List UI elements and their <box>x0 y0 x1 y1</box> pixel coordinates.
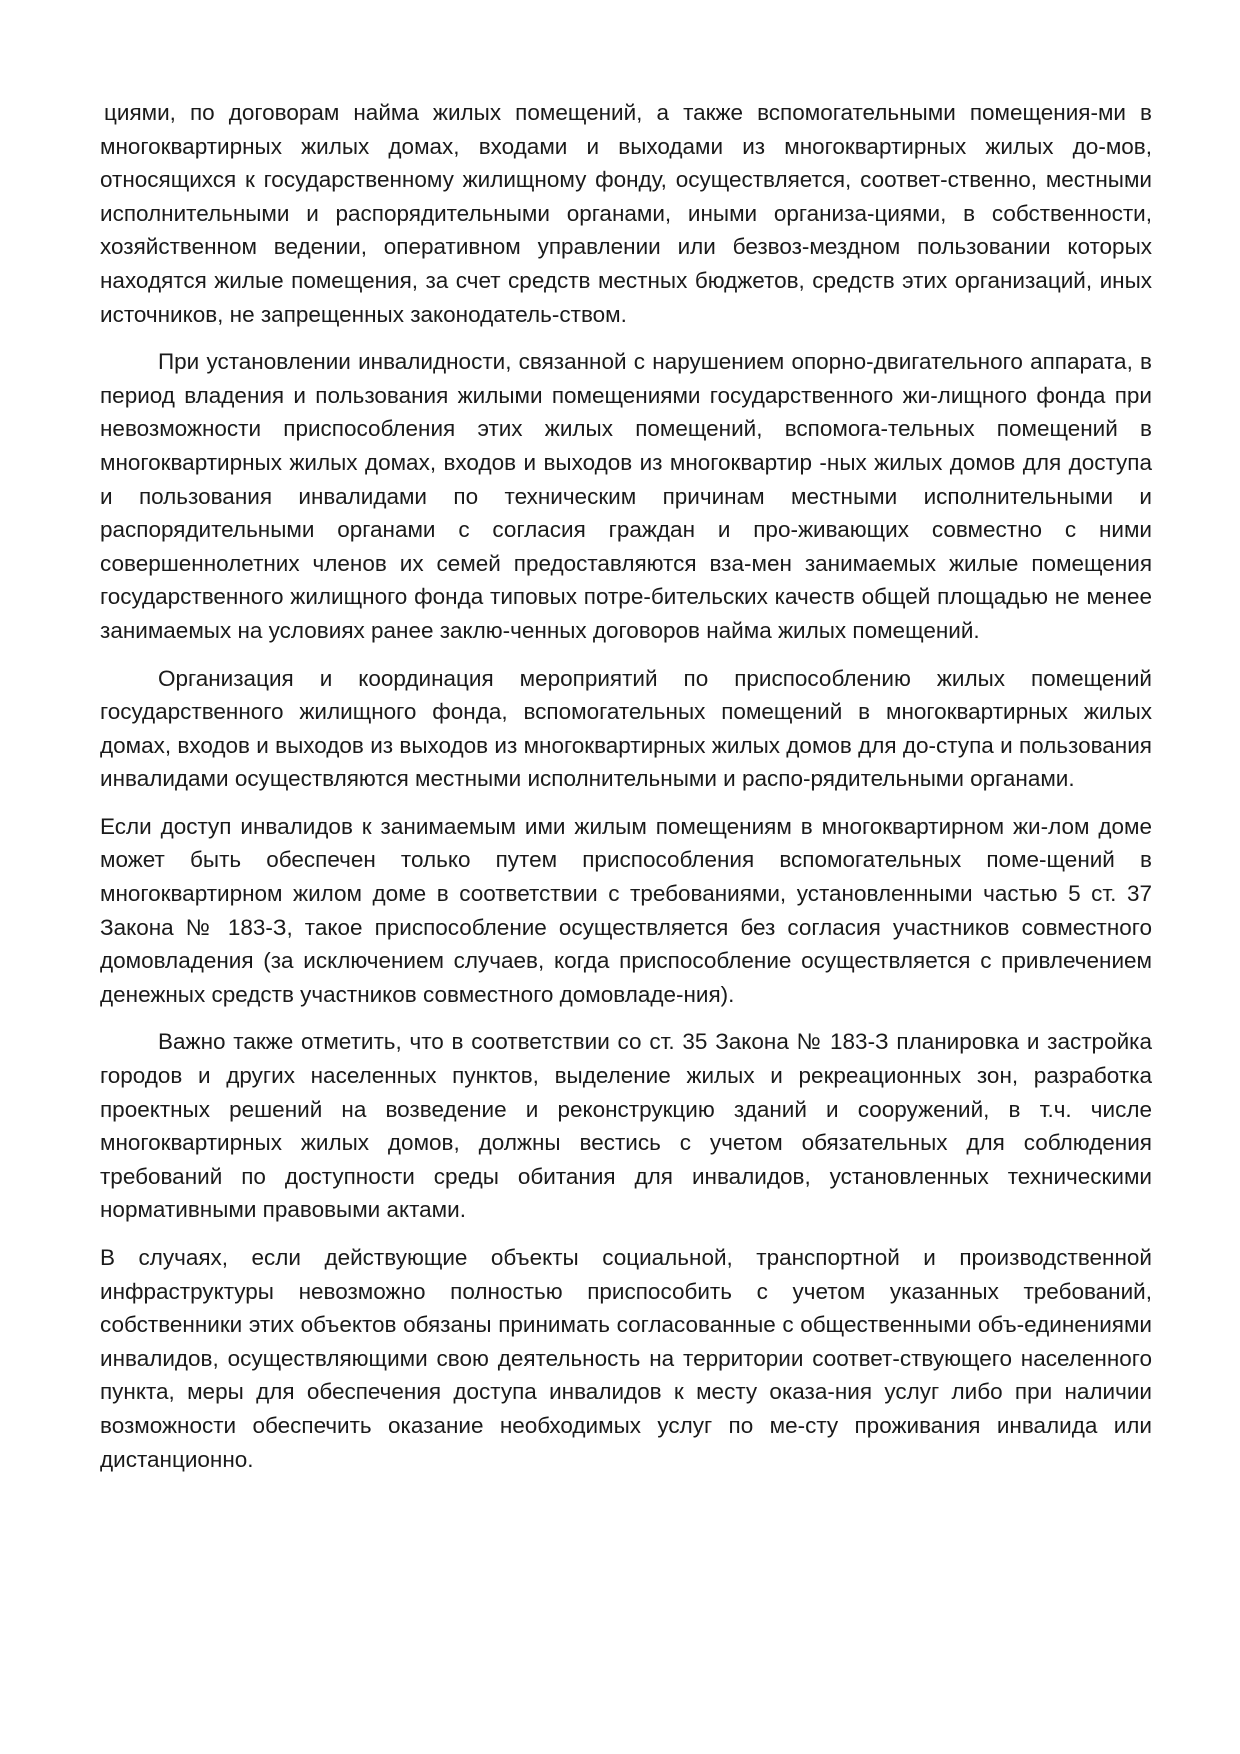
document-page <box>100 96 1152 1490</box>
paragraph-coordination: Организация и координация мероприятий по приспособлению жилых помещений государственного жилищного фонда, вспомогательных помещений в многоквартирных жилых домах, входов и выходов из выходов из многоквартирных жилых домов для до-ступа и пользования инвалидами осуществляются местными исполнительными и распо-рядительными органами. <box>100 665 1152 792</box>
paragraph-urban-planning: Важно также отметить, что в соответствии со ст. 35 Закона № 183-З планировка и застройка городов и других населенных пунктов, выделение жилых и рекреационных зон, разработка проектных решений на возведение и реконструкцию зданий и сооружений, в т.ч. числе многоквартирных жилых домов, должны вестись с учетом обязательных для соблюдения требований по доступности среды обитания для инвалидов, установленных техническими нормативными правовыми актами. <box>100 1029 1152 1223</box>
paragraph-disability-relocation: При установлении инвалидности, связанной с нарушением опорно-двигательного аппарата, в период владения и пользования жилыми помещениями государственного жи-лищного фонда при невозможности приспособления этих жилых помещений, вспомога-тельных помещений в многоквартирных жилых домах, входов и выходов из многоквартир -ных жилых домов для доступа и пользования инвалидами по техническим причинам местными исполнительными и распорядительными органами с согласия граждан и про-живающих совместно с ними совершеннолетних членов их семей предоставляются вза-мен занимаемых жилые помещения государственного жилищного фонда типовых потре-бительских качеств общей площадью не менее занимаемых на условиях ранее заклю-ченных договоров найма жилых помещений. <box>100 349 1152 643</box>
paragraph-continuation: циями, по договорам найма жилых помещений, а также вспомогательными помещения-ми в многоквартирных жилых домах, входами и выходами из многоквартирных жилых до-мов, относящихся к государственному жилищному фонду, осуществляется, соответ-ственно, местными исполнительными и распорядительными органами, иными организа-циями, в собственности, хозяйственном ведении, оперативном управлении или безвоз-мездном пользовании которых находятся жилые помещения, за счет средств местных бюджетов, средств этих организаций, иных источников, не запрещенных законодатель-ством. <box>100 100 1152 327</box>
paragraph-infrastructure: В случаях, если действующие объекты социальной, транспортной и производственной инфраструктуры невозможно полностью приспособить с учетом указанных требований, собственники этих объектов обязаны принимать согласованные с общественными объ-единениями инвалидов, осуществляющими свою деятельность на территории соответ-ствующего населенного пункта, меры для обеспечения доступа инвалидов к месту оказа-ния услуг либо при наличии возможности обеспечить оказание необходимых услуг по ме-сту проживания инвалида или дистанционно. <box>100 1245 1152 1472</box>
paragraph-access-adaptation: Если доступ инвалидов к занимаемым ими жилым помещениям в многоквартирном жи-лом доме может быть обеспечен только путем приспособления вспомогательных поме-щений в многоквартирном жилом доме в соответствии с требованиями, установленными частью 5 ст. 37 Закона № 183-З, такое приспособление осуществляется без согласия участников совместного домовладения (за исключением случаев, когда приспособление осуществляется с привлечением денежных средств участников совместного домовладе-ния). <box>100 813 1152 1007</box>
